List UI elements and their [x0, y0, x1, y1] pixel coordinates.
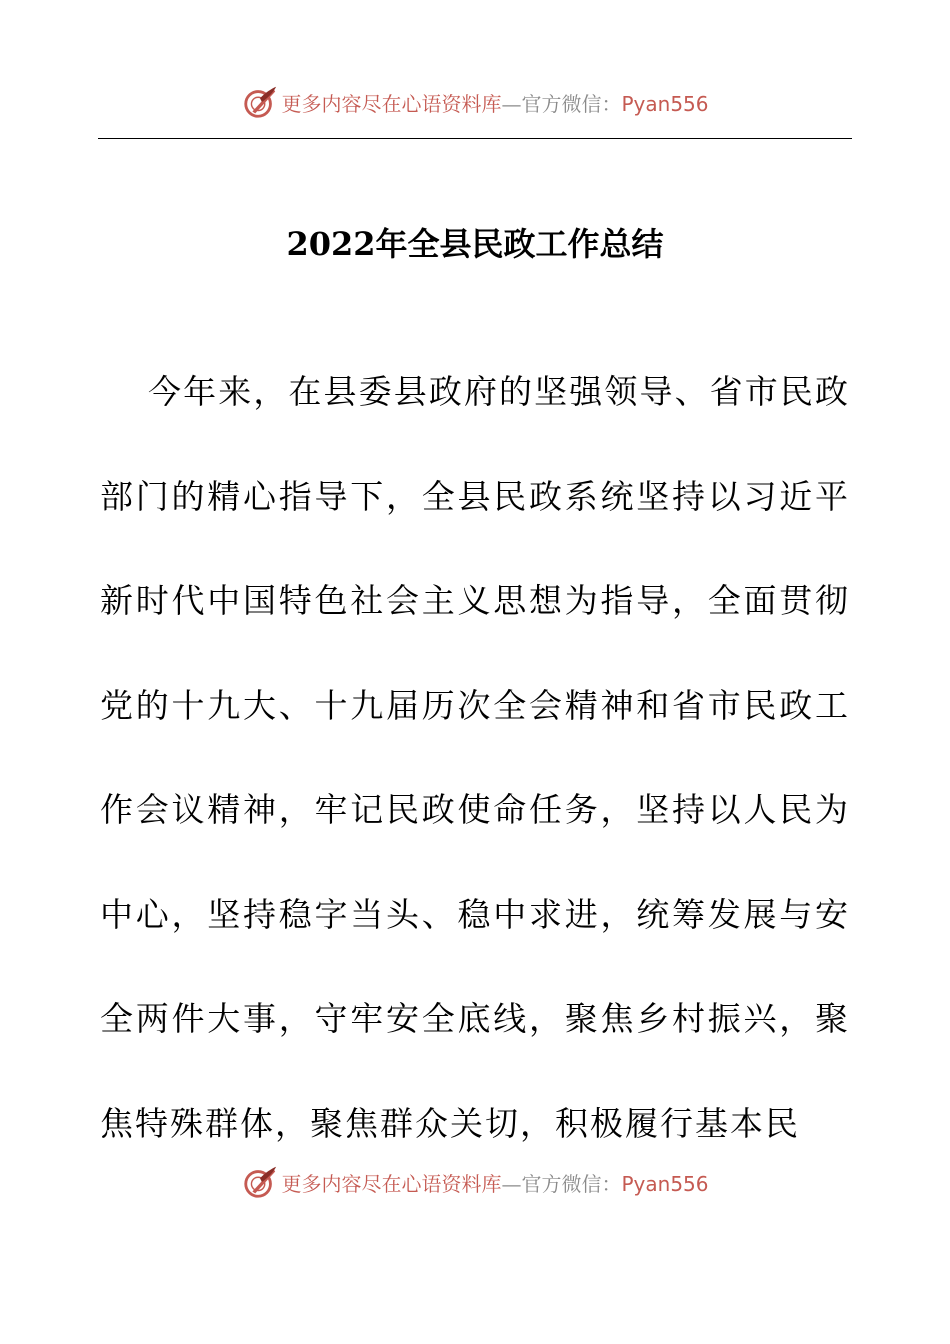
header-watermark: [0, 80, 950, 124]
watermark-wechat-id: Pyan556: [621, 91, 709, 116]
watermark-text: [281, 88, 708, 117]
watermark-wechat-id: Pyan556: [621, 1171, 709, 1196]
document-paragraph: 今年来，在县委县政府的坚强领导、省市民政部门的精心指导下，全县民政系统坚持以习近平新时代中国特色社会主义思想为指导，全面贯彻党的十九大、十九届历次全会精神和省市民政工作会议精神，牢记民政使命任务，坚持以人民为中心，坚持稳字当头、稳中求进，统筹发展与安全两件大事，守牢安全底线，聚焦乡村振兴，聚焦特殊群体，聚焦群众关切，积极履行基本民: [100, 372, 850, 1143]
footer-watermark: [0, 1160, 950, 1204]
header-divider: [98, 138, 852, 139]
watermark-dash: —: [501, 1171, 522, 1196]
watermark-brand: 更多内容尽在心语资料库: [281, 91, 502, 116]
watermark-brand: 更多内容尽在心语资料库: [281, 1171, 502, 1196]
quill-pen-logo-icon: [241, 83, 279, 121]
watermark-dash: —: [501, 91, 522, 116]
watermark-text: [281, 1168, 708, 1197]
document-title: 2022年全县民政工作总结: [286, 225, 664, 263]
watermark-official-label: 官方微信：: [521, 91, 622, 116]
quill-pen-logo-icon: [241, 1163, 279, 1201]
watermark-official-label: 官方微信：: [521, 1171, 622, 1196]
